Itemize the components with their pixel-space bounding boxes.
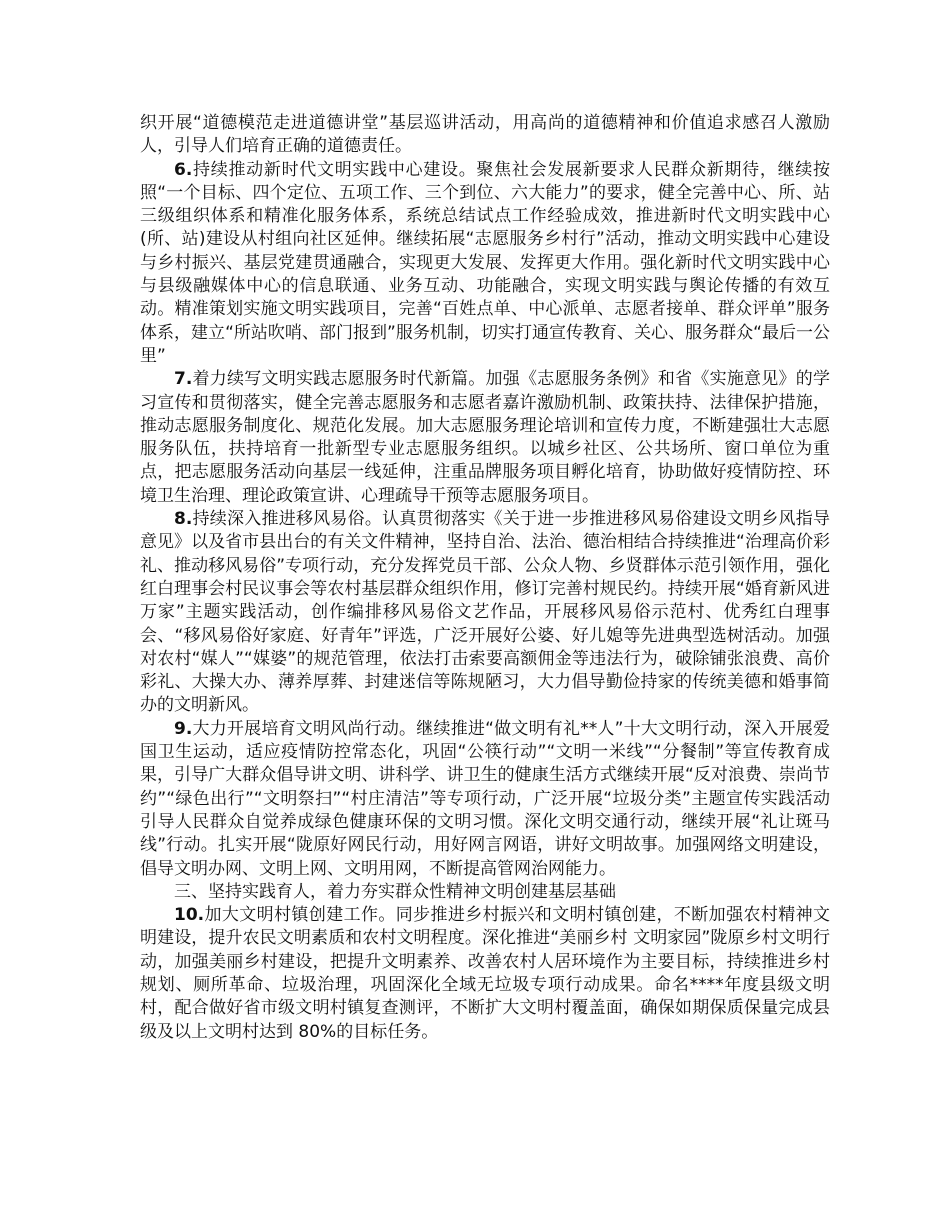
paragraph-text: 持续推动新时代文明实践中心建设。聚焦社会发展新要求人民群众新期待，继续按照“一个目标、四个定位、五项工作、三个到位、六大能力”的要求，健全完善中心、所、站三级组织体系和精准化服务体系，系统总结试点工作经验成效，推进新时代文明实践中心(所、站)建设从村组向社区延伸。继续拓展“志愿服务乡村行”活动，推动文明实践中心建设与乡村振兴、基层党建贯通融合，实现更大发展、发挥更大作用。强化新时代文明实践中心与县级融媒体中心的信息联通、业务互动、功能融合，实现文明实践与舆论传播的有效互动。精准策划实施文明实践项目，完善“百姓点单、中心派单、志愿者接单、群众评单”服务体系，建立“所站吹哨、部门报到”服务机制，切实打通宣传教育、关心、服务群众“最后一公里” [140, 159, 830, 366]
item-number: 9. [174, 718, 193, 739]
paragraph-item-8 [140, 508, 830, 718]
paragraph-item-10 [140, 904, 830, 1044]
paragraph-text: 织开展“道德模范走进道德讲堂”基层巡讲活动，用高尚的道德精神和价值追求感召人激励人，引导人们培育正确的道德责任。 [140, 113, 830, 157]
item-number: 7. [174, 369, 193, 390]
section-heading-3 [140, 881, 830, 904]
item-number: 6. [174, 159, 193, 180]
paragraph-item-7 [140, 368, 830, 508]
paragraph-text: 着力续写文明实践志愿服务时代新篇。加强《志愿服务条例》和省《实施意见》的学习宣传和贯彻落实，健全完善志愿服务和志愿者嘉许激励机制、政策扶持、法律保护措施，推动志愿服务制度化、规范化发展。加大志愿服务理论培训和宣传力度，不断建强壮大志愿服务队伍，扶持培育一批新型专业志愿服务组织。以城乡社区、公共场所、窗口单位为重点，把志愿服务活动向基层一线延伸，注重品牌服务项目孵化培育，协助做好疫情防控、环境卫生治理、理论政策宣讲、心理疏导干预等志愿服务项目。 [140, 369, 830, 506]
section-heading-text: 三、坚持实践育人，着力夯实群众性精神文明创建基层基础 [174, 881, 616, 902]
document-page [140, 112, 830, 1044]
paragraph-item-6 [140, 159, 830, 369]
paragraph-continuation [140, 112, 830, 159]
paragraph-text: 持续深入推进移风易俗。认真贯彻落实《关于进一步推进移风易俗建设文明乡风指导意见》以及省市县出台的有关文件精神，坚持自治、法治、德治相结合持续推进“治理高价彩礼、推动移风易俗”专项行动，充分发挥党员干部、公众人物、乡贤群体示范引领作用，强化红白理事会村民议事会等农村基层群众组织作用，修订完善村规民约。持续开展“婚育新风进万家”主题实践活动，创作编排移风易俗文艺作品，开展移风易俗示范村、优秀红白理事会、“移风易俗好家庭、好青年”评选，广泛开展好公婆、好儿媳等先进典型选树活动。加强对农村“媒人”“媒婆”的规范管理，依法打击索要高额佣金等违法行为，破除铺张浪费、高价彩礼、大操大办、薄养厚葬、封建迷信等陈规陋习，大力倡导勤俭持家的传统美德和婚事简办的文明新风。 [140, 509, 830, 716]
paragraph-text: 大力开展培育文明风尚行动。继续推进“做文明有礼**人”十大文明行动，深入开展爱国卫生运动，适应疫情防控常态化，巩固“公筷行动”“文明一米线”“分餐制”等宣传教育成果，引导广大群众倡导讲文明、讲科学、讲卫生的健康生活方式继续开展“反对浪费、崇尚节约”“绿色出行”“文明祭扫”“村庄清洁”等专项行动，广泛开展“垃圾分类”主题宣传实践活动引导人民群众自觉养成绿色健康环保的文明习惯。深化文明交通行动，继续开展“礼让斑马线”行动。扎实开展“陇原好网民行动，用好网言网语，讲好文明故事。加强网络文明建设，倡导文明办网、文明上网、文明用网，不断提高管网治网能力。 [140, 718, 830, 879]
item-number: 8. [174, 509, 193, 530]
item-number: 10. [174, 905, 205, 926]
paragraph-text: 加大文明村镇创建工作。同步推进乡村振兴和文明村镇创建，不断加强农村精神文明建设，提升农民文明素质和农村文明程度。深化推进“美丽乡村 文明家园”陇原乡村文明行动，加强美丽乡村建设，把提升文明素养、改善农村人居环境作为主要目标，持续推进乡村规划、厕所革命、垃圾治理，巩固深化全域无垃圾专项行动成果。命名****年度县级文明村，配合做好省市级文明村镇复查测评，不断扩大文明村覆盖面，确保如期保质保量完成县级及以上文明村达到 80%的目标任务。 [140, 905, 830, 1042]
paragraph-item-9 [140, 718, 830, 881]
